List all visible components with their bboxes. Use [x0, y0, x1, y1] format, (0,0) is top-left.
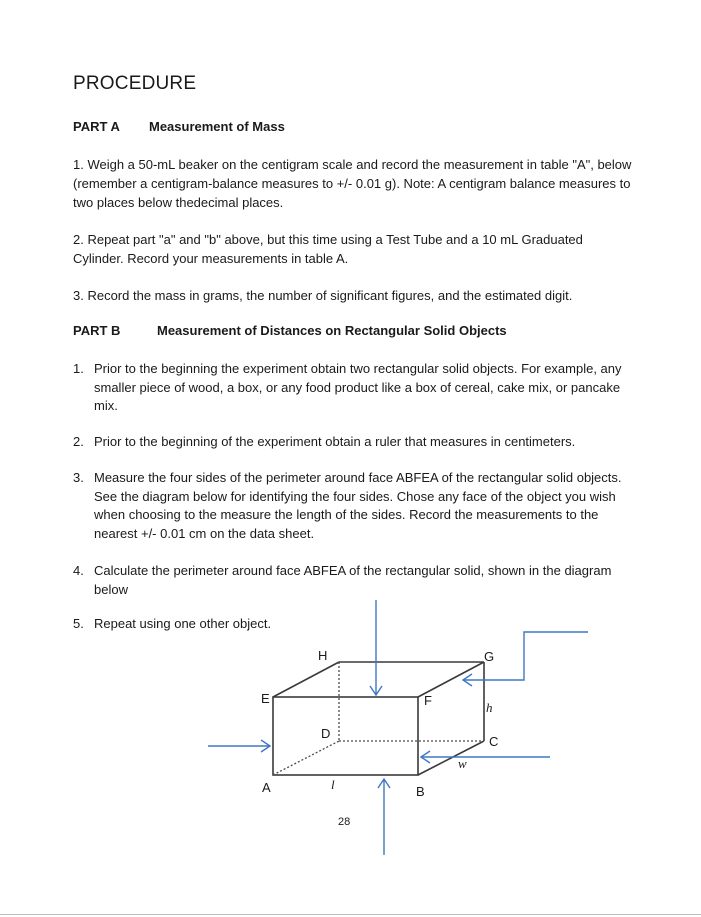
item-number: 4.: [73, 563, 84, 578]
item-text: Prior to the beginning of the experiment obtain a ruler that measures in centimeters.: [94, 434, 576, 449]
item-number: 5.: [73, 616, 84, 631]
vertex-label-f: F: [424, 693, 432, 708]
vertex-label-b: B: [416, 784, 425, 799]
edge-b-c: [418, 741, 484, 775]
dimension-label-h: h: [486, 700, 493, 715]
vertex-label-d: D: [321, 726, 331, 741]
dimension-label-w: w: [458, 756, 467, 771]
part-a-step-2: 2. Repeat part "a" and "b" above, but this time using a Test Tube and a 10 mL Graduated Cylinder. Record your measurements in table A.: [73, 232, 583, 266]
vertex-label-g: G: [484, 649, 495, 664]
vertex-label-e: E: [261, 691, 270, 706]
item-number: 3.: [73, 470, 84, 485]
item-text: Calculate the perimeter around face ABFEA of the rectangular solid, shown in the diagram below: [94, 563, 612, 597]
item-text: Measure the four sides of the perimeter around face ABFEA of the rectangular solid objects. See the diagram below for identifying the four sides. Chose any face of the object you wish when choosing to the measure the length of the sides. Record the measurements to the nearest +/- 0.01 cm on the data sheet.: [94, 470, 622, 541]
item-text: Repeat using one other object.: [94, 616, 272, 631]
item-number: 1.: [73, 361, 84, 376]
item-number: 2.: [73, 434, 84, 449]
arrow-right-upper-shaft: [464, 632, 588, 680]
pointer-arrows: [208, 600, 588, 855]
part-a-step-3: 3. Record the mass in grams, the number of significant figures, and the estimated digit.: [73, 288, 573, 303]
part-b-label: PART B: [73, 323, 121, 338]
part-a-step-1: 1. Weigh a 50-mL beaker on the centigram scale and record the measurement in table "A", below (remember a centigram-balance measures to +/- 0.01 g). Note: A centigram balance measures to two places below thedecimal places.: [73, 157, 632, 210]
part-b-title: Measurement of Distances on Rectangular Solid Objects: [157, 323, 507, 338]
edge-e-h: [273, 662, 339, 697]
vertex-label-a: A: [262, 780, 271, 795]
box-solid-edges: [273, 662, 484, 775]
dimension-label-l: l: [331, 777, 335, 792]
part-a-label: PART A: [73, 119, 120, 134]
page-bottom-divider: [0, 914, 701, 915]
page-number: 28: [338, 816, 351, 828]
hidden-edge-a-d: [273, 741, 339, 775]
page-title: PROCEDURE: [73, 73, 197, 94]
item-text: Prior to the beginning the experiment obtain two rectangular solid objects. For example, any smaller piece of wood, a box, or any food product like a box of cereal, cake mix, or pancake mix.: [94, 361, 622, 413]
vertex-label-c: C: [489, 734, 499, 749]
vertex-label-h: H: [318, 648, 328, 663]
part-a-title: Measurement of Mass: [149, 119, 285, 134]
